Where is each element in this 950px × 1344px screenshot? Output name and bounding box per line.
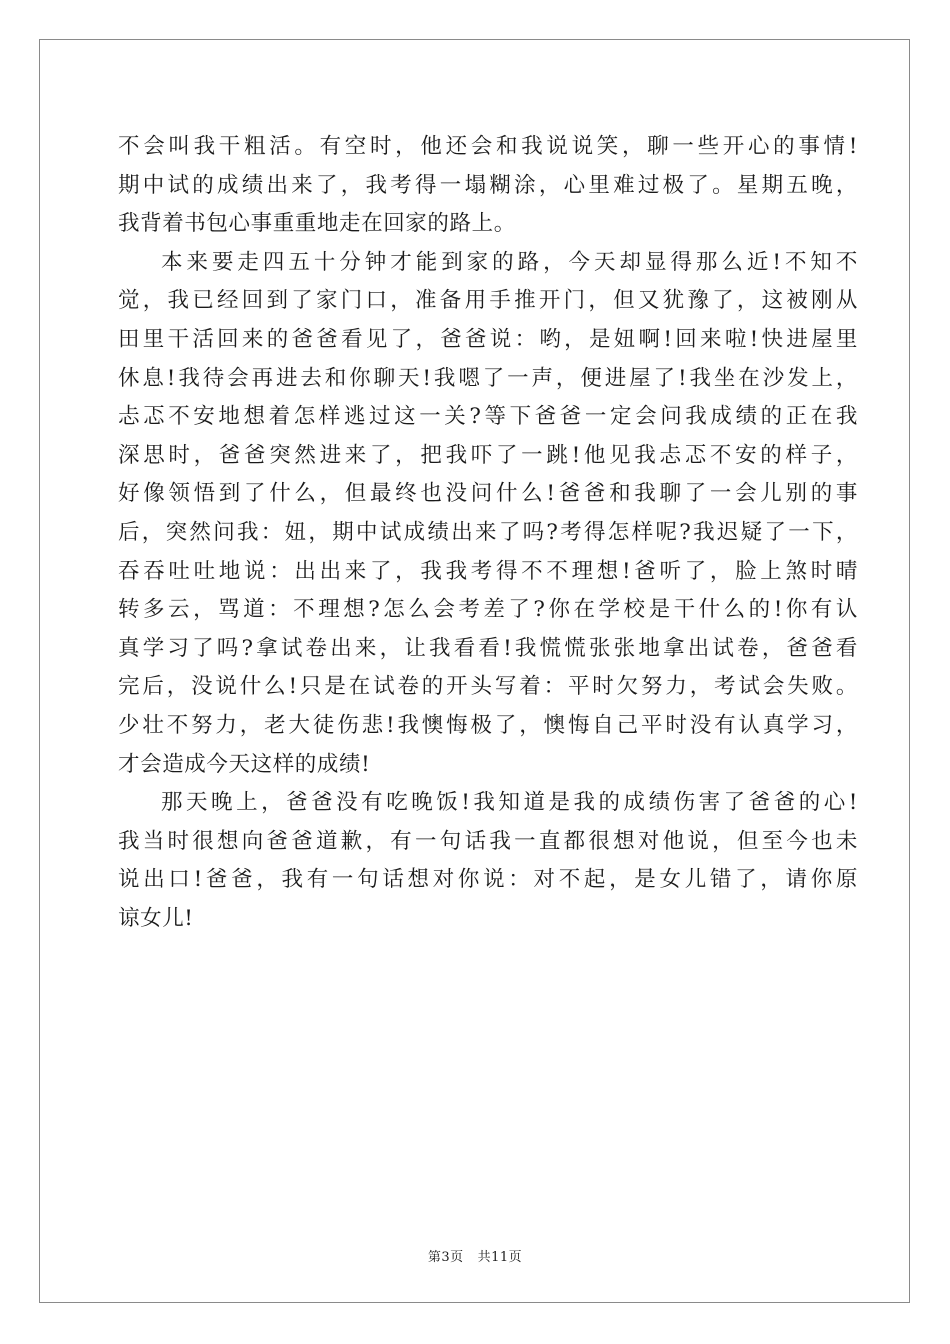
text-line: 谅女儿! [118,905,194,931]
text-line: 好像领悟到了什么，但最终也没问什么!爸爸和我聊了一会儿别的事 [118,481,858,507]
text-line: 深思时，爸爸突然进来了，把我吓了一跳!他见我忐忑不安的样子， [118,442,858,468]
text-line: 本来要走四五十分钟才能到家的路，今天却显得那么近!不知不 [161,249,858,275]
page-footer [0,1246,950,1265]
text-line: 不会叫我干粗活。有空时，他还会和我说说笑，聊一些开心的事情! [118,134,858,159]
text-line: 休息!我待会再进去和你聊天!我嗯了一声，便进屋了!我坐在沙发上， [118,365,858,391]
text-line: 少壮不努力，老大徒伤悲!我懊悔极了，懊悔自己平时没有认真学习， [118,712,858,738]
text-line: 转多云，骂道：不理想?怎么会考差了?你在学校是干什么的!你有认 [118,597,858,623]
text-line: 我背着书包心事重重地走在回家的路上。 [118,211,516,237]
text-line: 吞吞吐吐地说：出出来了，我我考得不不理想!爸听了，脸上煞时晴 [118,558,858,584]
text-line: 后，突然问我：妞，期中试成绩出来了吗?考得怎样呢?我迟疑了一下， [118,519,858,545]
text-line: 觉，我已经回到了家门口，准备用手推开门，但又犹豫了，这被刚从 [118,288,858,314]
text-line: 期中试的成绩出来了，我考得一塌糊涂，心里难过极了。星期五晚， [118,172,858,198]
text-line: 完后，没说什么!只是在试卷的开头写着：平时欠努力，考试会失败。 [118,674,858,700]
text-line: 才会造成今天这样的成绩! [118,751,371,777]
text-line: 田里干活回来的爸爸看见了，爸爸说：哟，是妞啊!回来啦!快进屋里 [118,326,858,352]
text-line: 我当时很想向爸爸道歉，有一句话我一直都很想对他说，但至今也未 [118,828,858,854]
text-line: 那天晚上，爸爸没有吃晚饭!我知道是我的成绩伤害了爸爸的心! [161,790,858,816]
page-number-current: 第3页 [427,1250,464,1265]
text-line: 说出口!爸爸，我有一句话想对你说：对不起，是女儿错了，请你原 [118,867,858,893]
text-line: 忐忑不安地想着怎样逃过这一关?等下爸爸一定会问我成绩的正在我 [118,404,858,430]
text-line: 真学习了吗?拿试卷出来，让我看看!我慌慌张张地拿出试卷，爸爸看 [118,635,858,661]
page-number-total: 共11页 [477,1250,523,1265]
document-body [118,128,858,938]
